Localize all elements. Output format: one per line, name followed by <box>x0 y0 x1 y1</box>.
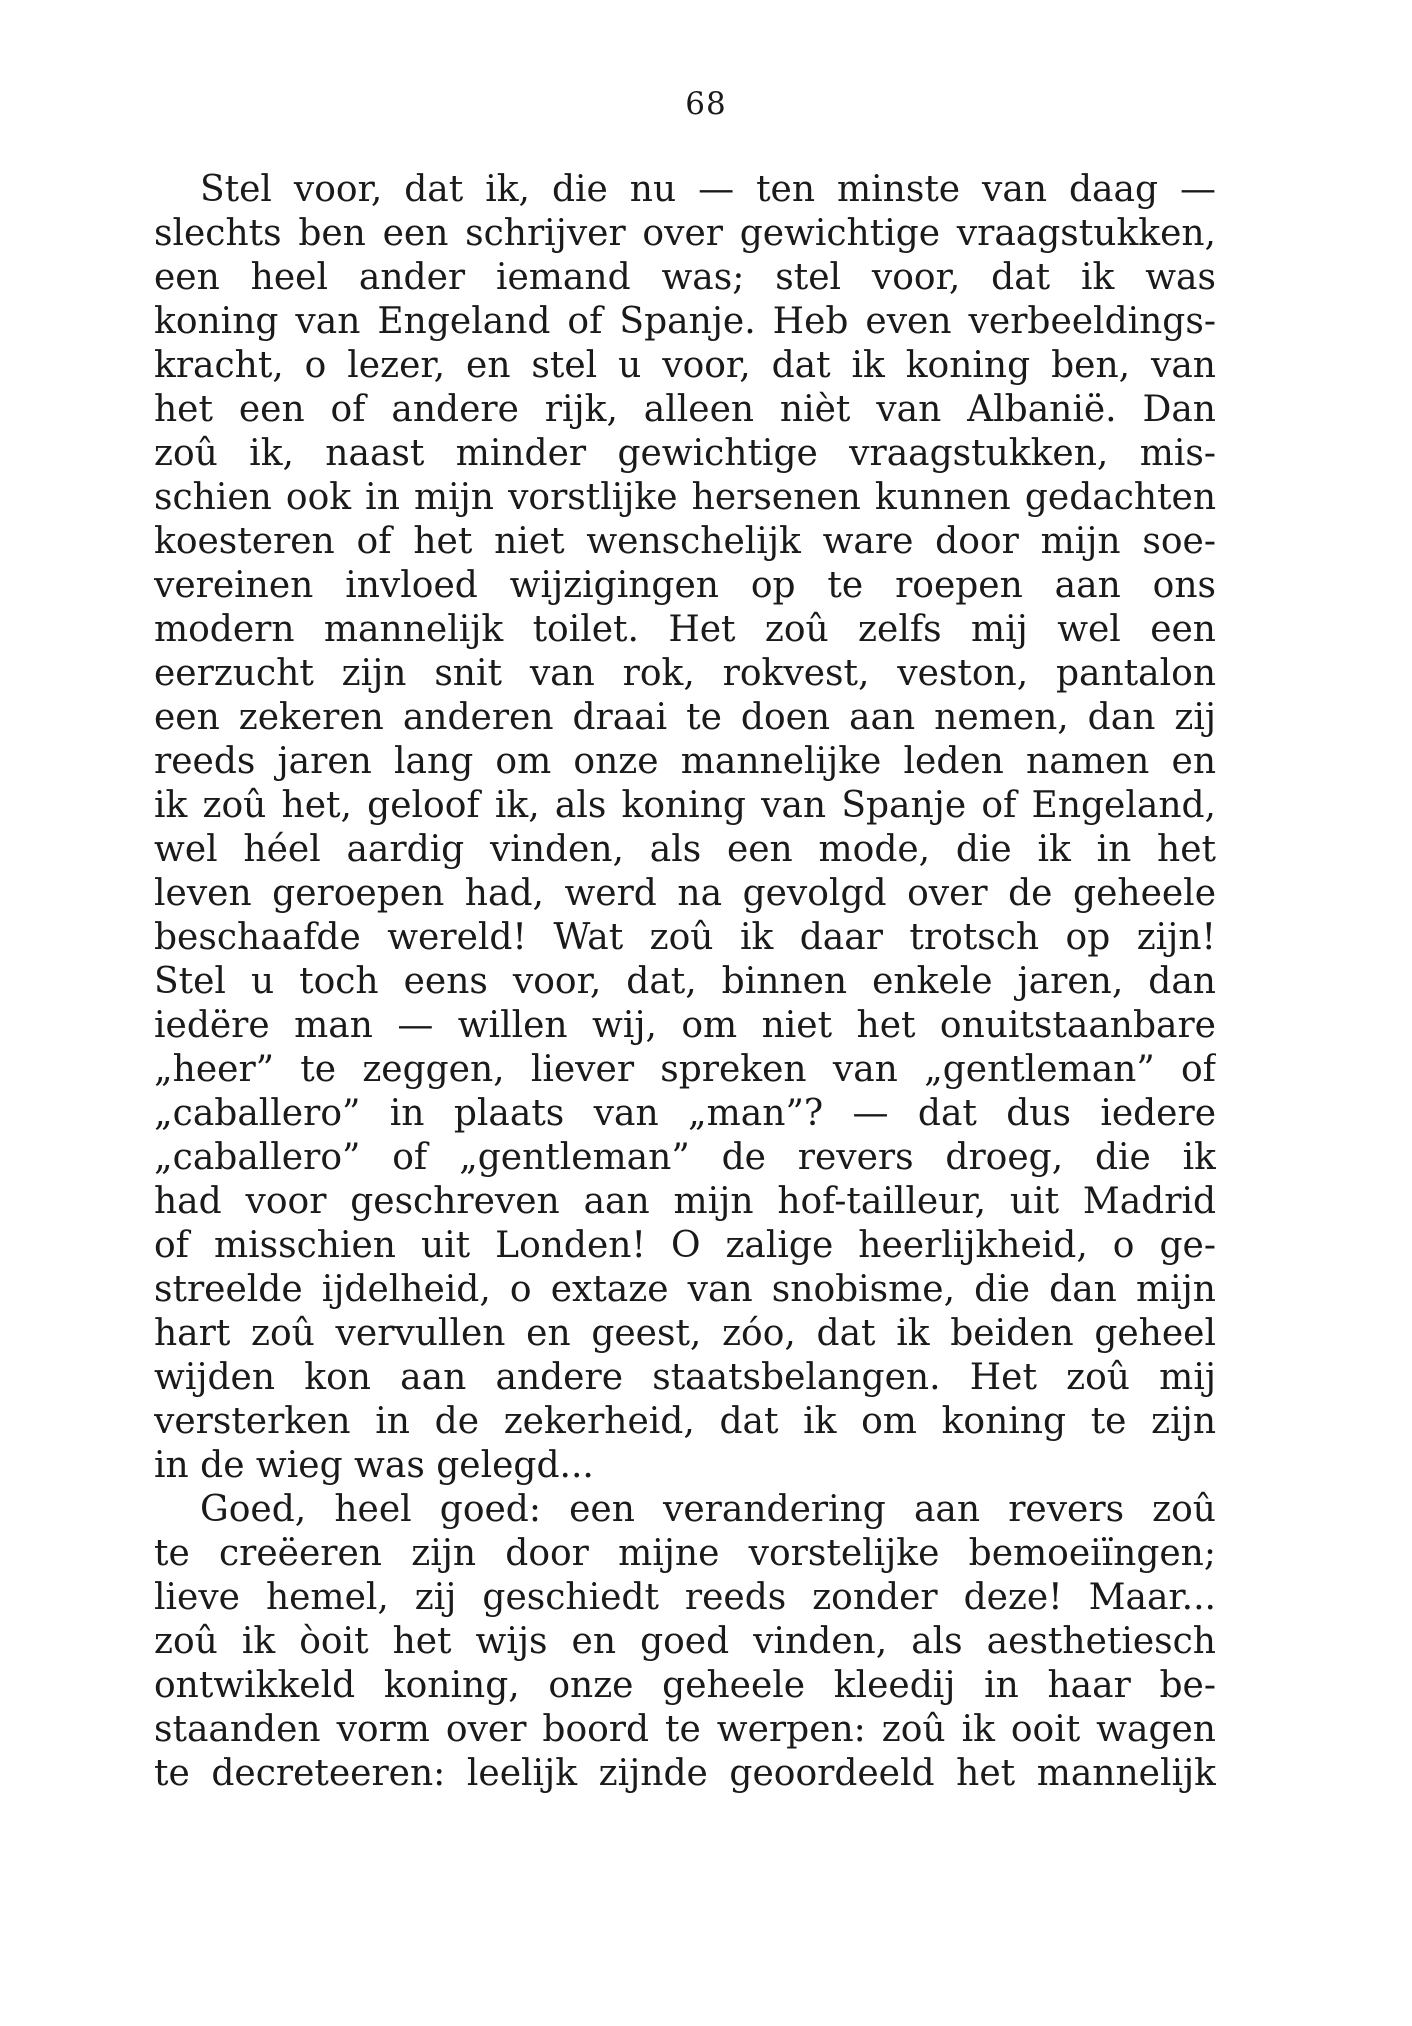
text-line: te creëeren zijn door mijne vorstelijke bemoeiïngen; <box>154 1533 1216 1574</box>
text-line: „heer” te zeggen, liever spreken van „gentleman” of <box>154 1049 1216 1090</box>
text-line: het een of andere rijk, alleen nièt van Albanië. Dan <box>154 389 1216 430</box>
text-line: Stel voor, dat ik, die nu — ten minste van daag — <box>200 169 1216 210</box>
text-line: Stel u toch eens voor, dat, binnen enkele jaren, dan <box>154 961 1216 1002</box>
text-line: zoû ik òoit het wijs en goed vinden, als aesthetiesch <box>154 1621 1216 1662</box>
text-line: zoû ik, naast minder gewichtige vraagstukken, mis- <box>154 433 1216 474</box>
text-line: Goed, heel goed: een verandering aan revers zoû <box>200 1489 1216 1530</box>
text-line: versterken in de zekerheid, dat ik om koning te zijn <box>154 1401 1216 1442</box>
text-line: koning van Engeland of Spanje. Heb even verbeeldings- <box>154 301 1216 342</box>
page-number: 68 <box>685 86 727 122</box>
body-text <box>154 168 1216 1796</box>
text-line: wel héel aardig vinden, als een mode, die ik in het <box>154 829 1216 870</box>
text-line: had voor geschreven aan mijn hof-tailleur, uit Madrid <box>154 1181 1216 1222</box>
text-line: staanden vorm over boord te werpen: zoû ik ooit wagen <box>154 1709 1216 1750</box>
text-line: een zekeren anderen draai te doen aan nemen, dan zij <box>154 697 1216 738</box>
text-line: kracht, o lezer, en stel u voor, dat ik koning ben, van <box>154 345 1216 386</box>
text-line: „caballero” of „gentleman” de revers droeg, die ik <box>154 1137 1216 1178</box>
paragraph-2 <box>154 1488 1216 1796</box>
text-line: schien ook in mijn vorstlijke hersenen kunnen gedachten <box>154 477 1216 518</box>
text-line: streelde ijdelheid, o extaze van snobisme, die dan mijn <box>154 1269 1216 1310</box>
text-line: koesteren of het niet wenschelijk ware door mijn soe- <box>154 521 1216 562</box>
text-line: in de wieg was gelegd... <box>154 1445 594 1486</box>
text-line: of misschien uit Londen! O zalige heerlijkheid, o ge- <box>154 1225 1216 1266</box>
text-line: wijden kon aan andere staatsbelangen. Het zoû mij <box>154 1357 1216 1398</box>
text-line: „caballero” in plaats van „man”? — dat dus iedere <box>154 1093 1216 1134</box>
text-line: te decreteeren: leelijk zijnde geoordeeld het mannelijk <box>154 1753 1216 1794</box>
text-line: een heel ander iemand was; stel voor, dat ik was <box>154 257 1216 298</box>
text-line: ontwikkeld koning, onze geheele kleedij in haar be- <box>154 1665 1216 1706</box>
text-line: slechts ben een schrijver over gewichtige vraagstukken, <box>154 213 1216 254</box>
paragraph-1 <box>154 168 1216 1488</box>
text-line: hart zoû vervullen en geest, zóo, dat ik beiden geheel <box>154 1313 1216 1354</box>
text-line: modern mannelijk toilet. Het zoû zelfs mij wel een <box>154 609 1216 650</box>
text-line: beschaafde wereld! Wat zoû ik daar trotsch op zijn! <box>154 917 1216 958</box>
text-line: leven geroepen had, werd na gevolgd over de geheele <box>154 873 1216 914</box>
text-line: reeds jaren lang om onze mannelijke leden namen en <box>154 741 1216 782</box>
text-line: vereinen invloed wijzigingen op te roepen aan ons <box>154 565 1216 606</box>
text-line: ik zoû het, geloof ik, als koning van Spanje of Engeland, <box>154 785 1216 826</box>
text-line: iedëre man — willen wij, om niet het onuitstaanbare <box>154 1005 1216 1046</box>
text-line: lieve hemel, zij geschiedt reeds zonder deze! Maar... <box>154 1577 1216 1618</box>
text-line: eerzucht zijn snit van rok, rokvest, veston, pantalon <box>154 653 1216 694</box>
